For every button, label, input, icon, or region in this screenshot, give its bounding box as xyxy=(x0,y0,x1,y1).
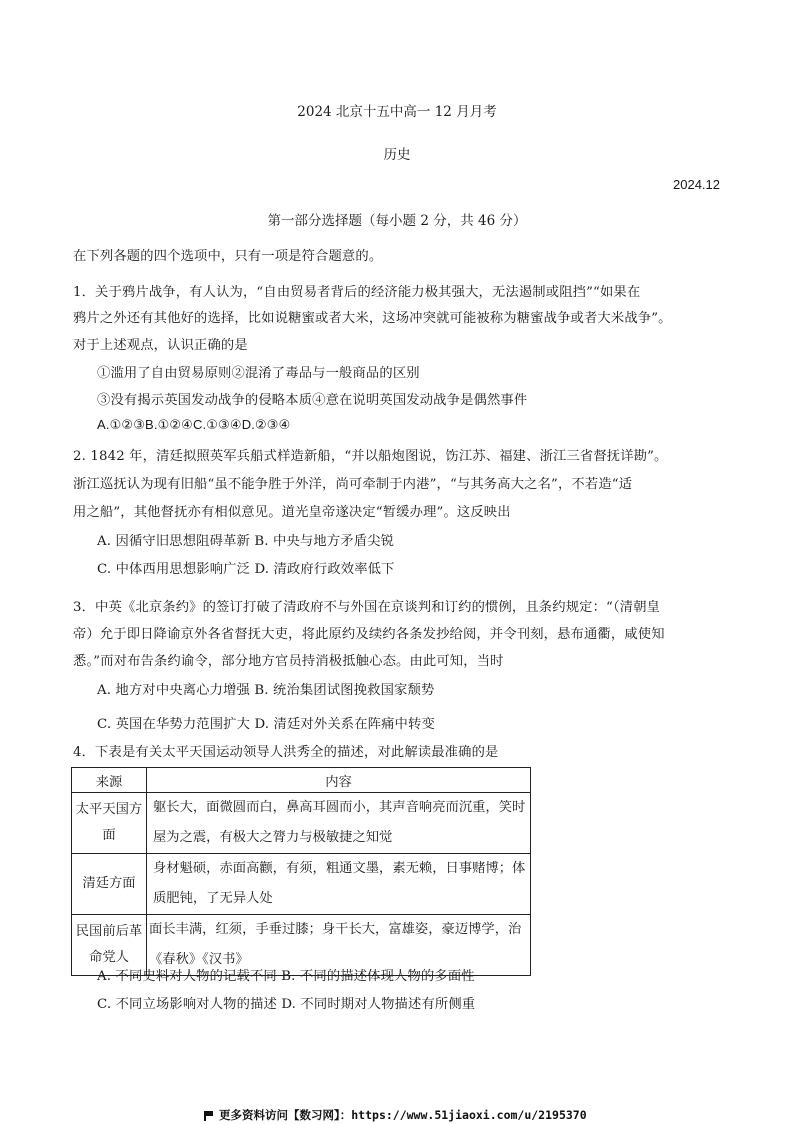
table-cell-source: 民国前后革命党人 xyxy=(72,915,147,976)
table-header-row xyxy=(72,768,531,793)
q3-stem-line-1: 3．中英《北京条约》的签订打破了清政府不与外国在京谈判和订约的惯例，且条约规定：“（清朝皇 xyxy=(73,600,661,615)
q4-option-cd: C. 不同立场影响对人物的描述 D. 不同时期对人物描述有所侧重 xyxy=(97,997,476,1012)
q1-item-line-1: ①滥用了自由贸易原则②混淆了毒品与一般商品的区别 xyxy=(97,366,420,381)
flag-icon xyxy=(204,1111,213,1120)
table-cell-content: 面长丰满，红须，手垂过膝；身干长大，富雄姿，豪迈博学，治《春秋》《汉书》 xyxy=(147,915,531,976)
q1-stem-line-3: 对于上述观点，认识正确的是 xyxy=(73,338,248,353)
footer-link[interactable] xyxy=(204,1107,587,1123)
table-row xyxy=(72,793,531,854)
q3-stem-line-3: 悉。”而对布告条约谕令，部分地方官员持消极抵触心态。由此可知，当时 xyxy=(73,654,504,669)
q3-stem-line-2: 帝）允于即日降谕京外各省督抚大吏，将此原约及续约各条发抄给阅，并令刊刻，悬布通衢，咸使知 xyxy=(73,627,665,642)
exam-subject: 历史 xyxy=(383,147,411,163)
q1-stem-line-2: 鸦片之外还有其他好的选择，比如说糖蜜或者大米，这场冲突就可能被称为糖蜜战争或者大米战争”。 xyxy=(73,311,672,326)
q2-stem-line-1: 2. 1842 年，清廷拟照英军兵船式样造新船，“并以船炮图说，饬江苏、福建、浙江三省督抚详勘”。 xyxy=(73,449,668,464)
q2-stem-line-3: 用之船”，其他督抚亦有相似意见。道光皇帝遂决定“暂缓办理”。这反映出 xyxy=(73,505,511,520)
footer-text: 更多资料访问【数习网】：https://www.51jiaoxi.com/u/2195370 xyxy=(219,1108,587,1122)
q1-stem-line-1: 1．关于鸦片战争，有人认为，“自由贸易者背后的经济能力极其强大，无法遏制或阻挡”“如果在 xyxy=(73,285,641,300)
q2-option-cd: C. 中体西用思想影响广泛 D. 清政府行政效率低下 xyxy=(97,562,395,577)
q1-options: A.①②③B.①②④C.①③④D.②③④ xyxy=(97,417,291,432)
q3-option-cd: C. 英国在华势力范围扩大 D. 清廷对外关系在阵痛中转变 xyxy=(97,717,435,732)
table-cell-source: 太平天国方面 xyxy=(72,793,147,854)
source-table xyxy=(71,767,531,976)
table-header-source: 来源 xyxy=(72,768,147,793)
q2-option-ab: A. 因循守旧思想阻碍革新 B. 中央与地方矛盾尖锐 xyxy=(97,534,395,549)
table-cell-content: 身材魁硕，赤面高颧，有须，粗通文墨，素无赖，日事赌博；体质肥钝，了无异人处 xyxy=(147,854,531,915)
q4-stem: 4．下表是有关太平天国运动领导人洪秀全的描述，对此解读最准确的是 xyxy=(73,745,499,760)
instruction-text: 在下列各题的四个选项中，只有一项是符合题意的。 xyxy=(73,249,383,264)
table-cell-source: 清廷方面 xyxy=(72,854,147,915)
table-row xyxy=(72,854,531,915)
q2-stem-line-2: 浙江巡抚认为现有旧船“虽不能争胜于外洋，尚可牵制于内港”，“与其务高大之名”，不若造“适 xyxy=(73,477,633,492)
q1-item-line-2: ③没有揭示英国发动战争的侵略本质④意在说明英国发动战争是偶然事件 xyxy=(97,393,528,408)
q4-option-ab: A. 不同史料对人物的记载不同 B. 不同的描述体现人物的多面性 xyxy=(97,969,475,984)
exam-date: 2024.12 xyxy=(673,177,720,192)
table-cell-content: 躯长大，面微圆而白，鼻高耳圆而小，其声音响亮而沉重，笑时屋为之震，有极大之膂力与极敏捷之知觉 xyxy=(147,793,531,854)
q3-option-ab: A. 地方对中央离心力增强 B. 统治集团试图挽救国家颓势 xyxy=(97,683,435,698)
section-heading: 第一部分选择题（每小题 2 分，共 46 分） xyxy=(267,213,527,229)
table-header-content: 内容 xyxy=(147,768,531,793)
exam-title: 2024 北京十五中高一 12 月月考 xyxy=(297,104,497,120)
